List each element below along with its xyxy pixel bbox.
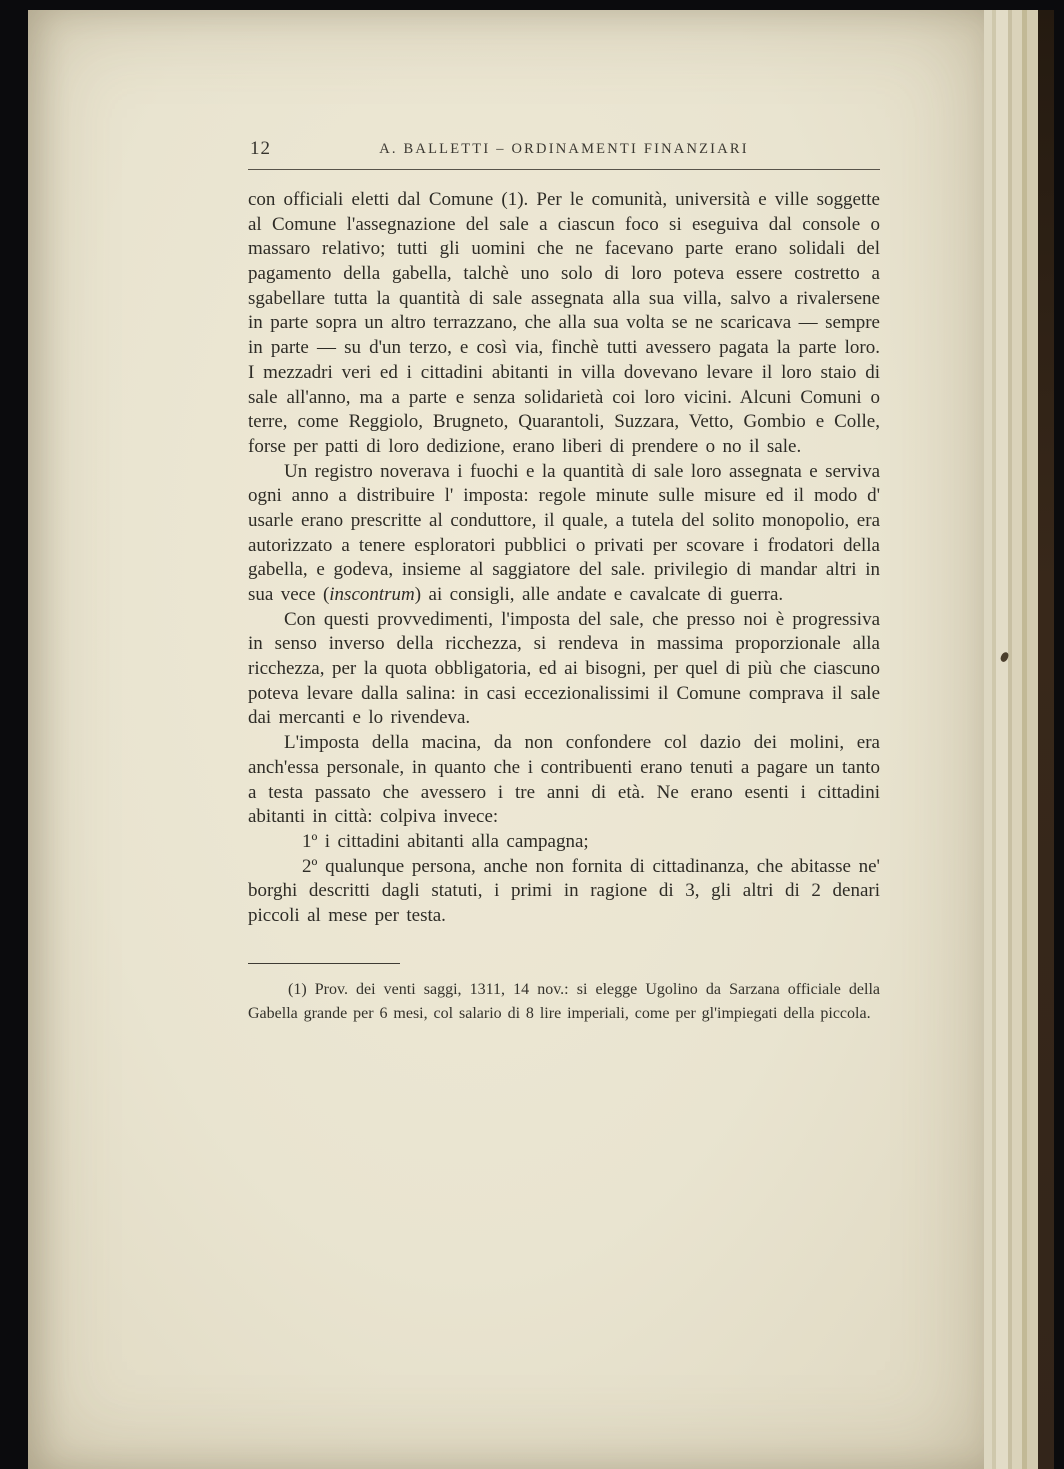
body-paragraph: con officiali eletti dal Comune (1). Per le comunità, università e ville soggette al Comune l'assegnazione del sale a ciascun foco si eseguiva dal console o massaro relativo; tutti gli uomini che ne facevano parte erano solidali del pagamento della gabella, talchè uno solo di loro poteva essere costretto a sgabellare tutta la quantità di sale assegnata alla sua villa, salvo a rivalersene in parte sopra un altro terrazzano, che alla sua volta se ne scaricava — sempre in parte — su d'un terzo, e così via, finchè tutti avessero pagata la parte loro. I mezzadri veri ed i cittadini abitanti in villa dovevano levare il loro staio di sale all'anno, ma a parte e senza solidarietà coi loro vicini. Alcuni Comuni o terre, come Reggiolo, Brugneto, Quarantoli, Suzzara, Vetto, Gombio e Colle, forse per patti di loro dedizione, erano liberi di prendere o no il sale. xyxy=(248,189,880,457)
list-item: 2º qualunque persona, anche non fornita di cittadinanza, che abitasse ne' borghi descritti dagli statuti, i primi in ragione di 3, gli altri di 2 denari piccoli al mese per testa. xyxy=(248,855,880,926)
page-edge xyxy=(996,0,1008,1469)
header-rule xyxy=(248,169,880,170)
paragraph-text: ) ai consigli, alle andate e cavalcate di guerra. xyxy=(414,584,784,605)
page-number: 12 xyxy=(250,138,271,159)
text-column xyxy=(248,138,880,1026)
scan-background-right xyxy=(1054,0,1064,1469)
book-cover-edge xyxy=(1038,0,1054,1469)
paragraph-text: Un registro noverava i fuochi e la quantità di sale loro assegnata e serviva ogni anno a distribuire l' imposta: regole minute sulle misure ed il modo d' usarle erano prescritte al conduttore, il quale, a tutela del solito monopolio, era autorizzato a tenere esploratori pubblici o privati per scovare i frodatori della gabella, e godeva, insieme al saggiatore del sale. privilegio di mandar altri in sua vece ( xyxy=(248,460,880,605)
page-edge xyxy=(1012,0,1022,1469)
latin-term-italic: inscontrum xyxy=(329,584,415,605)
running-title: A. BALLETTI – ORDINAMENTI FINANZIARI xyxy=(379,141,749,157)
body-text xyxy=(248,188,880,1026)
scan-background-top xyxy=(0,0,1064,10)
book-page xyxy=(28,10,984,1469)
page-edge xyxy=(1027,0,1038,1469)
page-edge-strips xyxy=(984,0,1064,1469)
page-edge xyxy=(984,0,992,1469)
body-paragraph: L'imposta della macina, da non confondere col dazio dei molini, era anch'essa personale, in quanto che i contribuenti erano tenuti a pagare un tanto a testa passato che avessero i tre anni di età. Ne erano esenti i cittadini abitanti in città: colpiva invece: xyxy=(248,732,880,828)
footnote: (1) Prov. dei venti saggi, 1311, 14 nov.: si elegge Ugolino da Sarzana officiale della Gabella grande per 6 mesi, col salario di 8 lire imperiali, come per gl'impiegati della piccola. xyxy=(248,980,880,1022)
running-head xyxy=(248,138,880,162)
body-paragraph xyxy=(248,460,880,608)
list-item: 1º i cittadini abitanti alla campagna; xyxy=(302,830,589,852)
body-paragraph: Con questi provvedimenti, l'imposta del sale, che presso noi è progressiva in senso inverso della ricchezza, si rendeva in massima proporzionale alla ricchezza, per la quota obbligatoria, ed ai bisogni, per quel di più che ciascuno poteva levare dalla salina: in casi eccezionalissimi il Comune comprava il sale dai mercanti e lo rivendeva. xyxy=(248,608,880,729)
footnote-rule xyxy=(248,963,400,964)
